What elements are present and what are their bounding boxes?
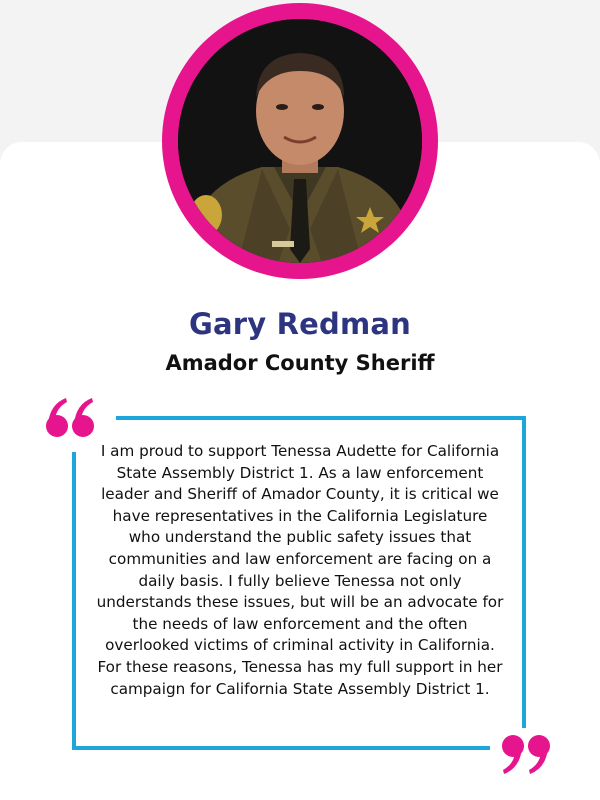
person-name: Gary Redman [188,307,412,341]
testimonial-text: I am proud to support Tenessa Audette for California State Assembly District 1. As a law enforcement leader and Sheriff of Amador County, it is critical we have representatives in the California Legislature who understand the public safety issues that communities and law enforcement are facing on a daily basis. I fully believe Tenessa not only understands these issues, but will be an advocate for the needs of law enforcement and the often overlooked victims of criminal activity in California. For these reasons, Tenessa has my full support in her campaign for California State Assembly District 1. [96,442,504,698]
person-title: Amador County Sheriff [165,351,435,375]
close-quote-icon [498,732,552,778]
portrait-photo [178,19,422,263]
open-quote-icon [44,394,98,440]
portrait-illustration [178,19,422,263]
